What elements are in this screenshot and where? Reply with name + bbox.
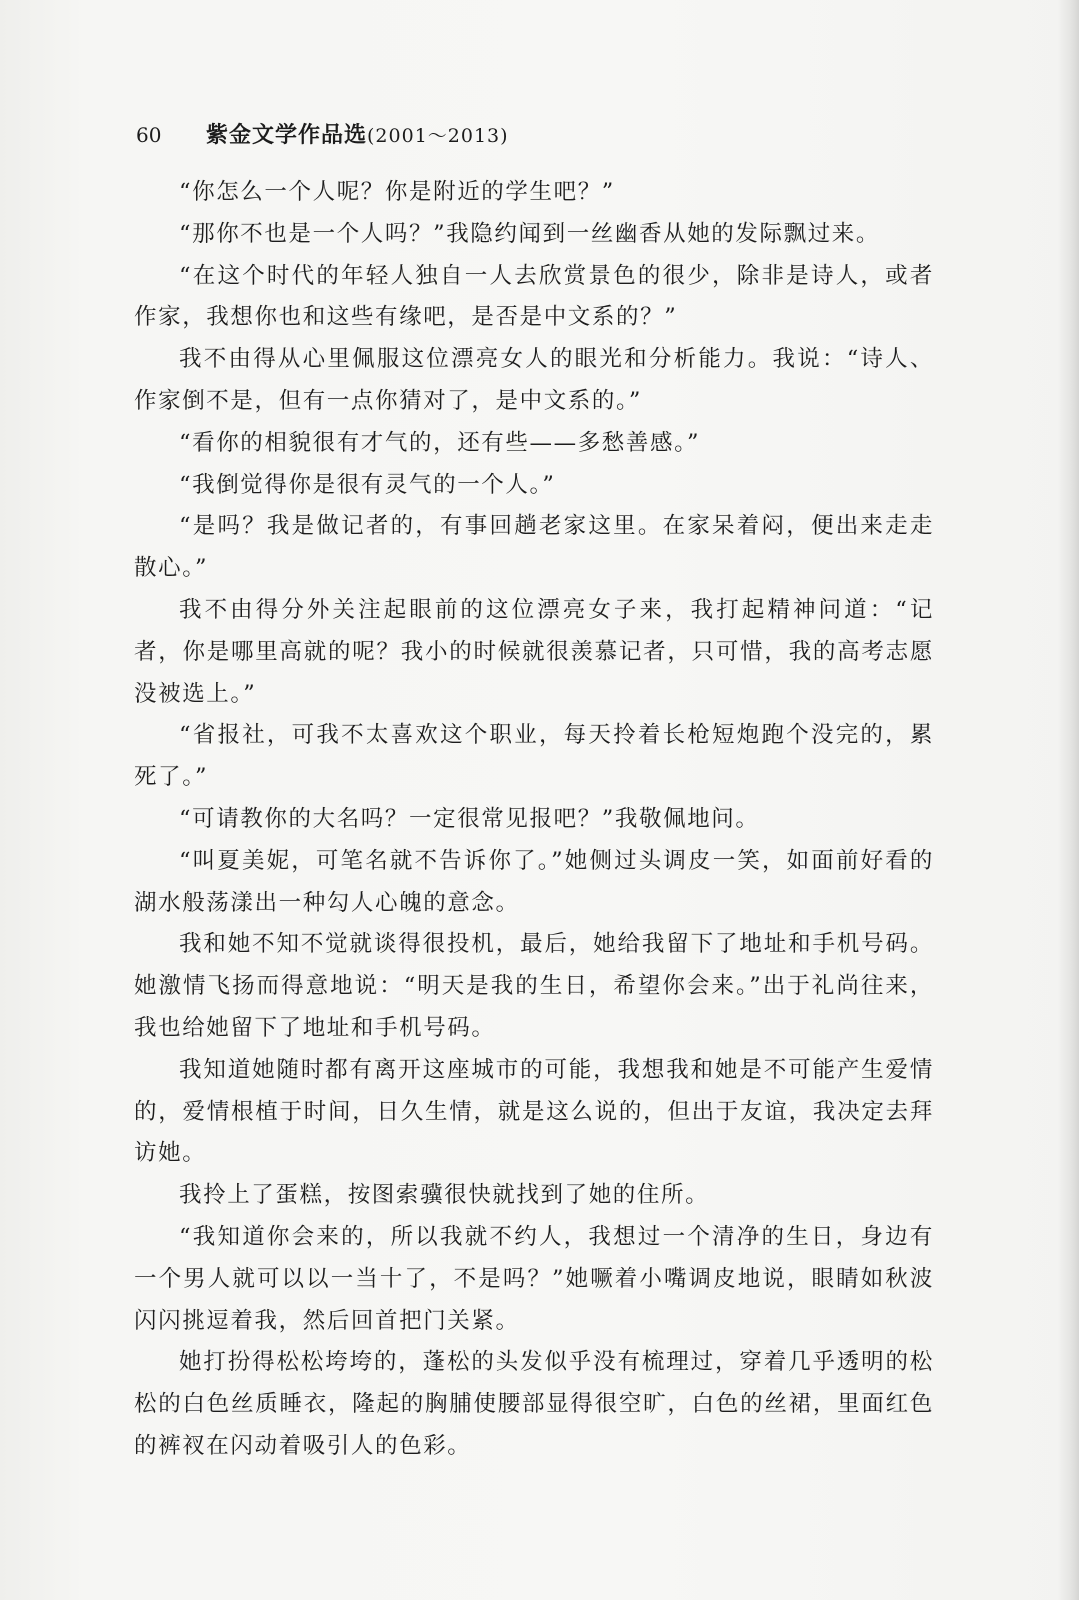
paragraph: “那你不也是一个人吗？”我隐约闻到一丝幽香从她的发际飘过来。: [179, 220, 881, 247]
paragraph: “是吗？我是做记者的，有事回趟老家这里。在家呆着闷，便出来走走散心。”: [134, 513, 934, 582]
body-text: [134, 172, 934, 1468]
paragraph: 我知道她随时都有离开这座城市的可能，我想我和她是不可能产生爱情的，爱情根植于时间，日久生情，就是这么说的，但出于友谊，我决定去拜访她。: [134, 1056, 934, 1167]
paragraph: 我和她不知不觉就谈得很投机，最后，她给我留下了地址和手机号码。她激情飞扬而得意地说：“明天是我的生日，希望你会来。”出于礼尚往来，我也给她留下了地址和手机号码。: [134, 931, 934, 1041]
running-title: [206, 118, 509, 149]
paragraph: “可请教你的大名吗？一定很常见报吧？”我敬佩地问。: [179, 805, 760, 832]
paragraph: 我不由得从心里佩服这位漂亮女人的眼光和分析能力。我说：“诗人、作家倒不是，但有一点你猜对了，是中文系的。”: [134, 346, 934, 414]
paragraph: 我拎上了蛋糕，按图索骥很快就找到了她的住所。: [179, 1182, 710, 1209]
paragraph: “叫夏美妮，可笔名就不告诉你了。”她侧过头调皮一笑，如面前好看的湖水般荡漾出一种勾人心魄的意念。: [134, 847, 934, 916]
book-title: 紫金文学作品选: [206, 123, 368, 148]
paragraph: 我不由得分外关注起眼前的这位漂亮女子来，我打起精神问道：“记者，你是哪里高就的呢？我小的时候就很羡慕记者，只可惜，我的高考志愿没被选上。”: [134, 596, 934, 707]
paragraph: “我倒觉得你是很有灵气的一个人。”: [179, 471, 556, 498]
paragraph: “我知道你会来的，所以我就不约人，我想过一个清净的生日，身边有一个男人就可以以一当十了，不是吗？”她噘着小嘴调皮地说，眼睛如秋波闪闪挑逗着我，然后回首把门关紧。: [134, 1223, 934, 1334]
page-edge-shadow: [1057, 0, 1079, 1600]
page-number: 60: [136, 123, 162, 147]
book-years: (2001～2013): [367, 125, 509, 147]
running-header: [136, 118, 509, 152]
paragraph: “省报社，可我不太喜欢这个职业，每天拎着长枪短炮跑个没完的，累死了。”: [134, 722, 934, 791]
paragraph: “在这个时代的年轻人独自一人去欣赏景色的很少，除非是诗人，或者作家，我想你也和这些有缘吧，是否是中文系的？”: [134, 262, 934, 331]
paragraph: 她打扮得松松垮垮的，蓬松的头发似乎没有梳理过，穿着几乎透明的松松的白色丝质睡衣，隆起的胸脯使腰部显得很空旷，白色的丝裙，里面红色的裤衩在闪动着吸引人的色彩。: [134, 1349, 934, 1459]
paragraph: “你怎么一个人呢？你是附近的学生吧？”: [179, 179, 615, 205]
paragraph: “看你的相貌很有才气的，还有些——多愁善感。”: [179, 429, 701, 456]
